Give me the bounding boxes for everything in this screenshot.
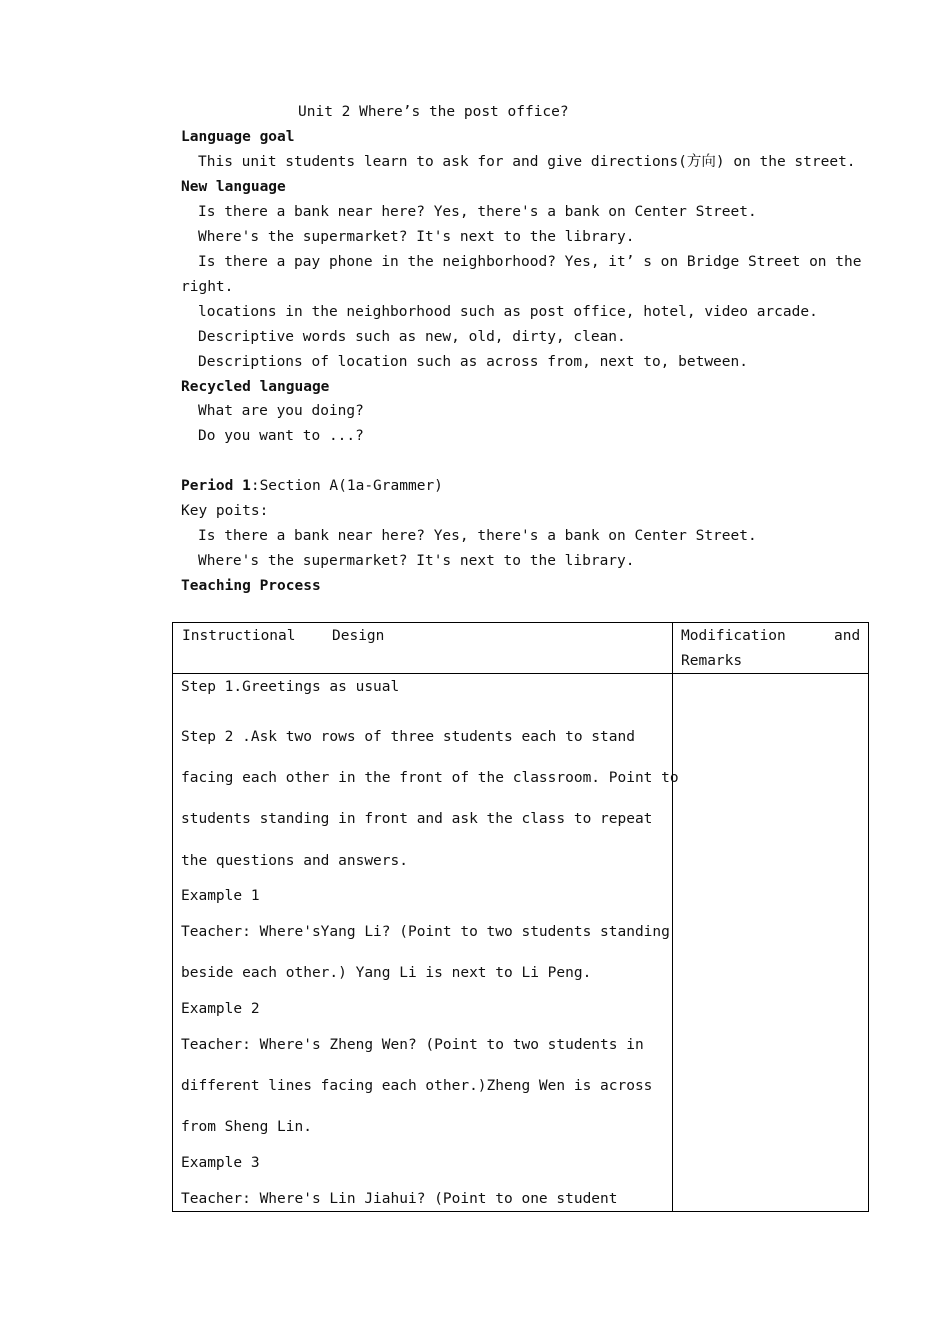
table-line: Teacher: Where's Lin Jiahui? (Point to one student: [181, 1191, 618, 1207]
period-section: :Section A(1a-Grammer): [250, 478, 443, 494]
table-line: Example 3: [181, 1155, 260, 1171]
new-language-line: Is there a pay phone in the neighborhood? Yes, it’ s on Bridge Street on the: [198, 254, 862, 270]
header-remarks: Remarks: [681, 653, 743, 669]
table-line: Example 1: [181, 888, 260, 904]
table-line: Step 1.Greetings as usual: [181, 679, 400, 695]
table-line: different lines facing each other.)Zheng Wen is across: [181, 1078, 653, 1094]
new-language-heading: New language: [181, 179, 286, 195]
table-line: facing each other in the front of the classroom. Point to: [181, 770, 679, 786]
table-line: Example 2: [181, 1001, 260, 1017]
header-instructional: Instructional: [182, 628, 296, 644]
period-label: Period 1: [181, 478, 251, 494]
recycled-language-line: What are you doing?: [198, 403, 364, 419]
new-language-line: locations in the neighborhood such as post office, hotel, video arcade.: [198, 304, 818, 320]
key-points-label: Key poits:: [181, 503, 269, 519]
new-language-line: Descriptions of location such as across from, next to, between.: [198, 354, 748, 370]
table-column-divider: [672, 622, 673, 1212]
language-goal-text: This unit students learn to ask for and give directions(方向) on the street.: [198, 154, 856, 170]
page-title: Unit 2 Where’s the post office?: [298, 104, 569, 120]
table-line: Teacher: Where'sYang Li? (Point to two students standing: [181, 924, 670, 940]
header-and: and: [834, 628, 861, 644]
key-point-line: Where's the supermarket? It's next to the library.: [198, 553, 635, 569]
table-header-divider: [172, 673, 869, 674]
language-goal-heading: Language goal: [181, 129, 295, 145]
key-point-line: Is there a bank near here? Yes, there's a bank on Center Street.: [198, 528, 757, 544]
period-line: [181, 476, 443, 496]
header-design: Design: [332, 628, 385, 644]
recycled-language-heading: Recycled language: [181, 379, 330, 395]
table-line: Step 2 .Ask two rows of three students each to stand: [181, 729, 635, 745]
new-language-line-continued: right.: [181, 279, 234, 295]
table-line: Teacher: Where's Zheng Wen? (Point to two students in: [181, 1037, 644, 1053]
new-language-line: Is there a bank near here? Yes, there's a bank on Center Street.: [198, 204, 757, 220]
teaching-process-heading: Teaching Process: [181, 578, 321, 594]
header-modification: Modification: [681, 628, 786, 644]
table-line: students standing in front and ask the class to repeat: [181, 811, 653, 827]
table-line: the questions and answers.: [181, 853, 408, 869]
table-line: beside each other.) Yang Li is next to Li Peng.: [181, 965, 592, 981]
recycled-language-line: Do you want to ...?: [198, 428, 364, 444]
new-language-line: Descriptive words such as new, old, dirty, clean.: [198, 329, 626, 345]
new-language-line: Where's the supermarket? It's next to the library.: [198, 229, 635, 245]
table-line: from Sheng Lin.: [181, 1119, 312, 1135]
